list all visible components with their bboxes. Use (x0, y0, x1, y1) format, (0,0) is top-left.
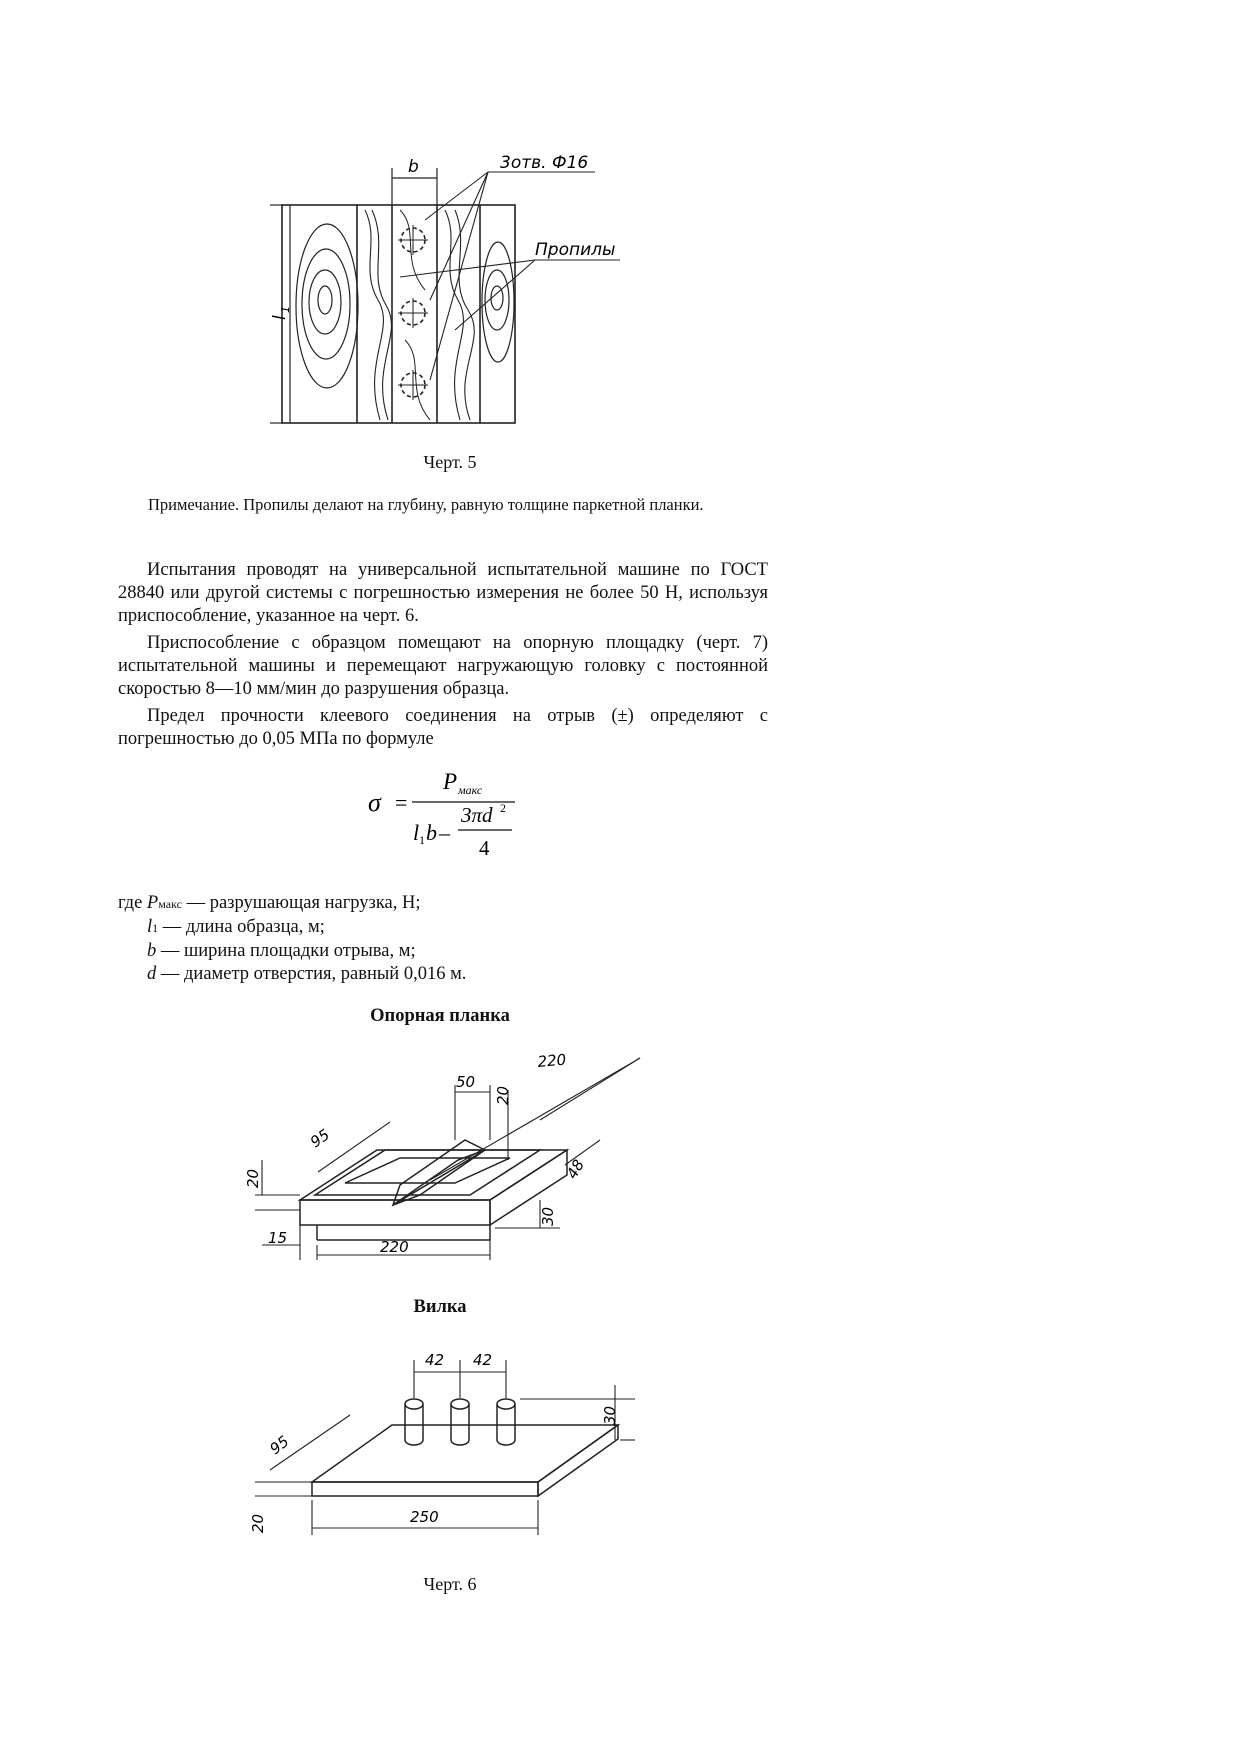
fork-dim-250: 250 (410, 1508, 439, 1526)
fork-dim-95: 95 (266, 1432, 293, 1459)
plate-dim-30: 30 (539, 1206, 557, 1226)
var-b: b — ширина площадки отрыва, м; (147, 941, 416, 961)
paragraph-3: Предел прочности клеевого соединения на отрыв (±) определяют с погрешностью до 0,05 МПа по формуле (118, 706, 768, 749)
plate-dim-20-left: 20 (244, 1168, 262, 1188)
body-text (118, 559, 768, 755)
paragraph-1: Испытания проводят на универсальной испытательной машине по ГОСТ 28840 или другой системы с погрешностью измерения не более 50 Н, используя приспособление, указанное на черт. 6. (118, 560, 768, 626)
variable-definitions (118, 892, 768, 986)
plate-dim-50: 50 (456, 1073, 476, 1091)
plate-dim-220-bottom: 220 (380, 1238, 409, 1256)
figure-5-drawing (260, 145, 660, 435)
heading-support-plate: Опорная планка (370, 1006, 510, 1026)
formula-sup: 2 (500, 801, 506, 815)
var-l1: l1 — длина образца, м; (147, 917, 325, 937)
holes-label: 3отв. Ф16 (500, 153, 589, 173)
fork-drawing (240, 1340, 660, 1540)
formula-l: l (413, 820, 420, 845)
formula-b: b (426, 820, 437, 845)
plate-dim-48: 48 (562, 1156, 589, 1182)
formula-den: 4 (479, 836, 490, 860)
plate-dim-220-top: 220 (536, 1050, 567, 1071)
formula-sigma: σ (368, 788, 381, 817)
plate-dim-15: 15 (268, 1229, 288, 1247)
dim-l1-sub: 1 (279, 306, 292, 313)
paragraph-2: Приспособление с образцом помещают на опорную площадку (черт. 7) испытательной машины и перемещают нагружающую головку с постоянной скоростью 8—10 мм/мин до разрушения образца. (118, 633, 768, 699)
figure-5-caption: Черт. 5 (423, 452, 477, 472)
figure-6-caption: Черт. 6 (423, 1574, 477, 1594)
fork-dim-30: 30 (601, 1405, 619, 1425)
support-plate-drawing (230, 1045, 660, 1270)
heading-fork: Вилка (413, 1297, 467, 1317)
dim-l1-label: l (270, 315, 290, 320)
var-P: где Pмакс — разрушающая нагрузка, Н; (118, 893, 421, 913)
formula (360, 765, 540, 875)
formula-num: 3πd (461, 803, 493, 827)
plate-dim-95: 95 (306, 1125, 333, 1152)
fork-dim-42-b: 42 (473, 1351, 493, 1369)
dim-b-label: b (408, 157, 419, 177)
formula-minus: – (439, 820, 450, 845)
var-d: d — диаметр отверстия, равный 0,016 м. (147, 964, 467, 984)
formula-P: P (443, 769, 458, 794)
formula-P-sub: макс (458, 783, 483, 797)
formula-equals: = (395, 790, 408, 815)
fork-dim-20: 20 (249, 1513, 267, 1533)
fork-dim-42-a: 42 (425, 1351, 445, 1369)
cuts-label: Пропилы (535, 240, 616, 260)
plate-dim-20-top: 20 (494, 1085, 512, 1105)
note: Примечание. Пропилы делают на глубину, равную толщине паркетной планки. (148, 495, 704, 514)
formula-l-sub: 1 (419, 833, 425, 847)
